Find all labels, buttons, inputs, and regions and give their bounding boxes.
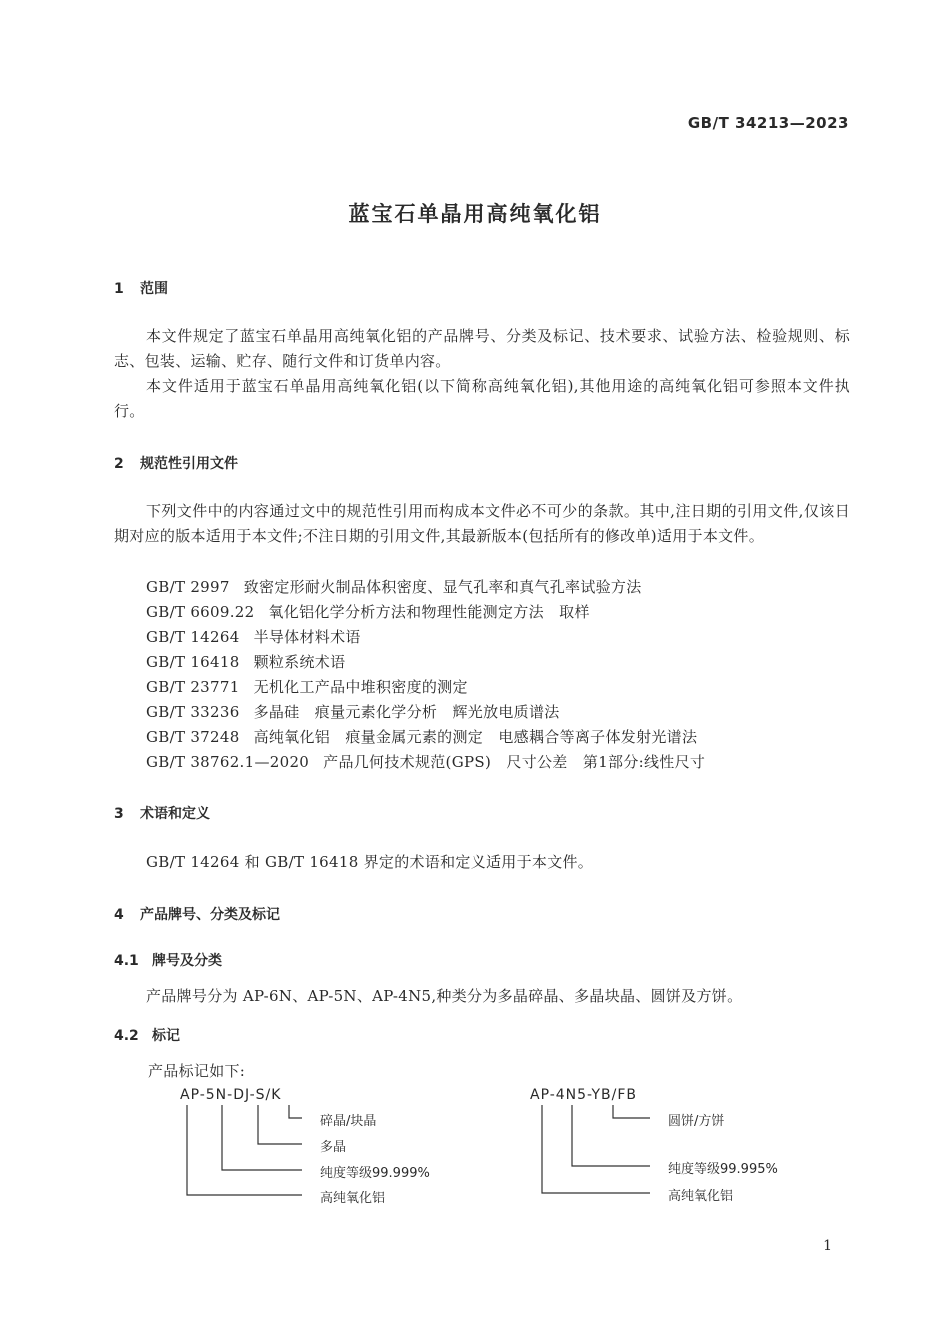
marking-label-right-2: 纯度等级99.995% [668, 1162, 778, 1177]
reference-title: 氧化铝化学分析方法和物理性能测定方法 取样 [268, 603, 590, 621]
subsection-number: 4.2 [114, 1028, 139, 1044]
reference-title: 半导体材料术语 [253, 628, 361, 646]
reference-title: 多晶硅 痕量元素化学分析 辉光放电质谱法 [253, 703, 560, 721]
marking-label-left-3: 纯度等级99.999% [320, 1166, 430, 1181]
section-number: 3 [114, 806, 124, 822]
marking-label-left-4: 高纯氧化铝 [320, 1191, 386, 1206]
section-title: 范围 [140, 281, 168, 297]
subsection-number: 4.1 [114, 953, 139, 969]
marking-intro: 产品标记如下: [148, 1062, 246, 1080]
leader-line-right-1 [613, 1105, 650, 1118]
leader-line-left-3 [222, 1105, 302, 1170]
section-title: 术语和定义 [140, 806, 210, 822]
standard-code: GB/T 34213—2023 [687, 114, 849, 132]
reference-title: 致密定形耐火制品体积密度、显气孔率和真气孔率试验方法 [243, 578, 642, 596]
subsection-title: 标记 [152, 1028, 180, 1044]
grades-text: 产品牌号分为 AP-6N、AP-5N、AP-4N5,种类分为多晶碎晶、多晶块晶、圆饼及方饼。 [146, 987, 743, 1005]
reference-title: 高纯氧化铝 痕量金属元素的测定 电感耦合等离子体发射光谱法 [253, 728, 698, 746]
reference-code: GB/T 33236 [146, 703, 240, 721]
reference-title: 产品几何技术规范(GPS) 尺寸公差 第1部分:线性尺寸 [323, 753, 706, 771]
reference-code: GB/T 38762.1—2020 [146, 753, 310, 771]
reference-code: GB/T 14264 [146, 628, 240, 646]
scope-paragraph-1: 本文件规定了蓝宝石单晶用高纯氧化铝的产品牌号、分类及标记、技术要求、试验方法、检验规则、标志、包装、运输、贮存、随行文件和订货单内容。 [114, 327, 850, 370]
leader-line-left-1 [289, 1105, 302, 1118]
section-title: 产品牌号、分类及标记 [140, 907, 280, 923]
terms-text: GB/T 14264 和 GB/T 16418 界定的术语和定义适用于本文件。 [146, 853, 594, 871]
document-title: 蓝宝石单晶用高纯氧化铝 [348, 202, 602, 226]
reference-code: GB/T 16418 [146, 653, 240, 671]
reference-title: 颗粒系统术语 [253, 653, 346, 671]
page-number: 1 [823, 1238, 832, 1254]
section-title: 规范性引用文件 [140, 456, 238, 472]
references-intro: 下列文件中的内容通过文中的规范性引用而构成本文件必不可少的条款。其中,注日期的引用文件,仅该日期对应的版本适用于本文件;不注日期的引用文件,其最新版本(包括所有的修改单)适用于本文件。 [114, 502, 850, 545]
subsection-title: 牌号及分类 [152, 953, 222, 969]
marking-code-right: AP-4N5-YB/FB [530, 1087, 637, 1103]
marking-label-left-2: 多晶 [320, 1140, 347, 1155]
section-number: 1 [114, 281, 124, 297]
scope-paragraph-2: 本文件适用于蓝宝石单晶用高纯氧化铝(以下简称高纯氧化铝),其他用途的高纯氧化铝可参照本文件执行。 [114, 377, 850, 420]
marking-label-left-1: 碎晶/块晶 [320, 1114, 377, 1129]
reference-code: GB/T 2997 [146, 578, 230, 596]
marking-label-right-3: 高纯氧化铝 [668, 1189, 734, 1204]
reference-code: GB/T 6609.22 [146, 603, 255, 621]
marking-code-left: AP-5N-DJ-S/K [180, 1087, 282, 1103]
leader-line-left-4 [187, 1105, 302, 1195]
leader-line-left-2 [258, 1105, 302, 1144]
marking-label-right-1: 圆饼/方饼 [668, 1114, 725, 1129]
section-number: 2 [114, 456, 124, 472]
leader-line-right-2 [572, 1105, 650, 1166]
reference-title: 无机化工产品中堆积密度的测定 [253, 678, 468, 696]
section-number: 4 [114, 907, 124, 923]
reference-code: GB/T 37248 [146, 728, 240, 746]
reference-code: GB/T 23771 [146, 678, 240, 696]
